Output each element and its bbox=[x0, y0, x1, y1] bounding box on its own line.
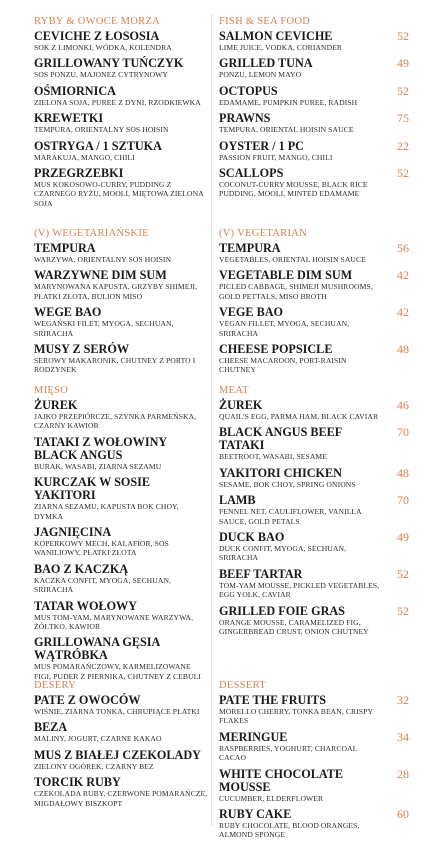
dish-name: YAKITORI CHICKEN bbox=[219, 465, 342, 480]
dish-name: MUSY Z SERÓW bbox=[34, 342, 130, 357]
dish-price: 75 bbox=[397, 111, 409, 126]
menu-item bbox=[34, 57, 208, 79]
menu-section bbox=[219, 385, 409, 641]
dish-name: GRILLOWANA GĘSIA WĄTRÓBKA bbox=[34, 635, 160, 663]
section-title: RYBY & OWOCE MORZA bbox=[34, 16, 161, 27]
menu-section bbox=[219, 16, 409, 204]
dish-description: QUAIL'S EGG, PARMA HAM, BLACK CAVIAR bbox=[219, 412, 379, 421]
dish-name: MERINGUE bbox=[219, 729, 288, 744]
menu-item bbox=[219, 343, 409, 375]
dish-name: OŚMIORNICA bbox=[34, 83, 116, 98]
dish-name: DUCK BAO bbox=[219, 530, 285, 545]
dish-description: TEMPURA, ORIENTALNY SOS HOISIN bbox=[34, 125, 169, 135]
dish-description: KACZKA CONFIT, MYOGA, SECHUAN, SRIRACHA bbox=[34, 575, 172, 595]
menu-item bbox=[34, 636, 208, 681]
dish-price: 49 bbox=[397, 56, 409, 71]
dish-price: 32 bbox=[397, 693, 409, 707]
dish-name: GRILLOWANY TUŃCZYK bbox=[34, 56, 184, 71]
menu-item bbox=[219, 731, 409, 763]
dish-price: 60 bbox=[397, 807, 409, 822]
dish-description: MALINY, JOGURT, CZARNE KAKAO bbox=[34, 734, 162, 744]
dish-description: SOS PONZU, MAJONEZ CYTRYNOWY bbox=[34, 70, 169, 80]
dish-price: 42 bbox=[397, 268, 409, 283]
dish-name: PRZEGRZEBKI bbox=[34, 166, 124, 181]
dish-description: WIŚNIE, ZIARNA TONKA, CHRUPIĄCE PŁATKI bbox=[34, 707, 200, 716]
dish-description: LIME JUICE, VODKA, CORIANDER bbox=[219, 43, 343, 52]
dish-description: WEGAŃSKI FILET, MYOGA, SECHUAN, SRIRACHA bbox=[34, 319, 174, 338]
menu-item bbox=[219, 808, 409, 840]
dish-name: LAMB bbox=[219, 493, 256, 508]
menu-item bbox=[34, 30, 208, 52]
dish-description: ZIELONY OGÓREK, CZARNY BEZ bbox=[34, 761, 154, 771]
dish-name: RUBY CAKE bbox=[219, 807, 292, 822]
menu-item bbox=[34, 776, 208, 808]
section-title: DESERY bbox=[34, 680, 77, 691]
menu-item bbox=[34, 436, 208, 471]
dish-description: PICLED CABBAGE, SHIMEJI MUSHROOMS, GOLD PETTALS, MISO BROTH bbox=[219, 282, 373, 301]
menu-item bbox=[34, 167, 208, 208]
dish-name: GRILLED TUNA bbox=[219, 56, 313, 71]
dish-price: 56 bbox=[397, 241, 409, 255]
menu-item bbox=[219, 57, 409, 79]
dish-name: KREWETKI bbox=[34, 111, 104, 126]
dish-description: FENNEL NET, CAULIFLOWER, VANILLA SAUCE, GOLD PETALS bbox=[219, 507, 362, 526]
dish-price: 52 bbox=[397, 603, 409, 618]
column-divider bbox=[211, 14, 212, 826]
menu-item bbox=[219, 30, 409, 52]
dish-price: 70 bbox=[397, 425, 409, 440]
dish-name: TATAR WOŁOWY bbox=[34, 598, 138, 613]
dish-price: 28 bbox=[397, 766, 409, 781]
dish-name: PATE Z OWOCÓW bbox=[34, 693, 141, 707]
dish-name: WARZYWNE DIM SUM bbox=[34, 268, 167, 283]
dish-price: 34 bbox=[397, 729, 409, 744]
dish-price: 70 bbox=[397, 493, 409, 508]
dish-description: PONZU, LEMON MAYO bbox=[219, 70, 302, 80]
dish-name: TEMPURA bbox=[219, 241, 281, 255]
dish-description: MARAKUJA, MANGO, CHILI bbox=[34, 152, 135, 162]
dish-description: SEROWY MAKARONIK, CHUTNEY Z PORTO I RODZYNEK bbox=[34, 356, 196, 375]
menu-item bbox=[219, 426, 409, 461]
menu-item bbox=[34, 269, 208, 301]
menu-item bbox=[34, 343, 208, 375]
menu-item bbox=[34, 721, 208, 743]
dish-description: CUCUMBER, ELDERFLOWER bbox=[219, 793, 324, 803]
menu-item bbox=[219, 269, 409, 301]
dish-price: 49 bbox=[397, 530, 409, 545]
dish-name: TEMPURA bbox=[34, 241, 96, 255]
menu-section bbox=[219, 228, 409, 380]
dish-name: PATE THE FRUITS bbox=[219, 693, 327, 707]
section-title: MEAT bbox=[219, 385, 249, 396]
menu-item bbox=[34, 140, 208, 162]
dish-description: TEMPURA, ORIENTAL HOISIN SAUCE bbox=[219, 125, 354, 135]
dish-name: BEZA bbox=[34, 720, 68, 735]
dish-description: MARYNOWANA KAPUSTA, GRZYBY SHIMEJI, PŁATKI ZŁOTA, BULION MISO bbox=[34, 282, 198, 301]
dish-description: CHEESE MACAROON, PORT-RAISIN CHUTNEY bbox=[219, 356, 347, 375]
section-title: (V) WEGETARIAŃSKIE bbox=[34, 228, 149, 239]
dish-name: VEGETABLE DIM SUM bbox=[219, 268, 353, 283]
dish-description: VEGAN FILLET, MYOGA, SECHUAN, SRIRACHA bbox=[219, 319, 350, 338]
dish-description: VEGETABLES, ORIENTAL HOISIN SAUCE bbox=[219, 255, 366, 264]
menu-item bbox=[219, 605, 409, 637]
menu-item bbox=[219, 694, 409, 726]
dish-description: COCONUT-CURRY MOUSSE, BLACK RICE PUDDING, MOOLI, MINTED EDAMAME bbox=[219, 180, 368, 199]
menu-item bbox=[34, 563, 208, 595]
dish-name: WHITE CHOCOLATE MOUSSE bbox=[219, 766, 344, 794]
dish-price: 52 bbox=[397, 29, 409, 43]
dish-description: RUBY CHOCOLATE, BLOOD ORANGES, ALMOND SPONGE bbox=[219, 821, 360, 840]
menu-section bbox=[34, 228, 208, 380]
dish-name: ŻUREK bbox=[219, 398, 263, 412]
section-title: FISH & SEA FOOD bbox=[219, 16, 311, 27]
menu-item bbox=[34, 306, 208, 338]
menu-item bbox=[219, 768, 409, 803]
menu-section bbox=[219, 680, 409, 845]
dish-price: 52 bbox=[397, 566, 409, 581]
dish-description: JAJKO PRZEPIÓRCZE, SZYNKA PARMEŃSKA, CZARNY KAWIOR bbox=[34, 412, 197, 431]
dish-description: RASPBERRIES, YOGHURT, CHARCOAL CACAO bbox=[219, 743, 358, 763]
menu-item bbox=[34, 399, 208, 431]
dish-price: 52 bbox=[397, 166, 409, 181]
dish-description: BEETROOT, WASABI, SESAME bbox=[219, 452, 328, 462]
dish-description: TOM-YAM MOUSSE, PICKLED VEGETABLES, EGG YOLK, CAVIAR bbox=[219, 580, 380, 600]
dish-description: WARZYWA, ORIENTALNY SOS HOISIN bbox=[34, 255, 172, 264]
dish-name: KURCZAK W SOSIE YAKITORI bbox=[34, 475, 151, 503]
dish-description: ZIELONA SOJA, PUREE Z DYNI, RZODKIEWKA bbox=[34, 97, 201, 107]
dish-price: 42 bbox=[397, 305, 409, 320]
menu-item bbox=[34, 476, 208, 521]
dish-description: SOK Z LIMONKI, WÓDKA, KOLENDRA bbox=[34, 43, 172, 52]
dish-name: BEEF TARTAR bbox=[219, 566, 303, 581]
dish-description: PASSION FRUIT, MANGO, CHILI bbox=[219, 152, 333, 162]
dish-name: BAO Z KACZKĄ bbox=[34, 561, 129, 576]
menu-item bbox=[34, 85, 208, 107]
dish-name: OYSTER / 1 PC bbox=[219, 138, 304, 153]
menu-item bbox=[34, 242, 208, 264]
dish-name: SCALLOPS bbox=[219, 166, 284, 181]
dish-description: BURAK, WASABI, ZIARNA SEZAMU bbox=[34, 461, 162, 471]
menu-item bbox=[34, 112, 208, 134]
dish-price: 52 bbox=[397, 83, 409, 98]
menu-section bbox=[34, 680, 208, 813]
dish-description: EDAMAME, PUMPKIN PUREE, RADISH bbox=[219, 97, 358, 107]
dish-description: CZEKOLADA RUBY, CZERWONE POMARAŃCZE, MIGDAŁOWY BISZKOPT bbox=[34, 789, 208, 808]
dish-description: ZIARNA SEZAMU, KAPUSTA BOK CHOY, DYMKA bbox=[34, 502, 179, 521]
menu-item bbox=[34, 749, 208, 771]
menu-item bbox=[219, 306, 409, 338]
dish-description: SESAME, BOK CHOY, SPRING ONIONS bbox=[219, 479, 356, 489]
dish-description: DUCK CONFIT, MYOGA, SECHUAN, SRIRACHA bbox=[219, 544, 347, 563]
dish-price: 22 bbox=[397, 138, 409, 153]
menu-item bbox=[34, 694, 208, 716]
dish-price: 48 bbox=[397, 465, 409, 480]
menu-section bbox=[34, 16, 208, 213]
dish-price: 48 bbox=[397, 342, 409, 357]
dish-name: TATAKI Z WOŁOWINY BLACK ANGUS bbox=[34, 434, 167, 462]
dish-name: VEGE BAO bbox=[219, 305, 283, 320]
dish-name: BLACK ANGUS BEEF TATAKI bbox=[219, 425, 342, 453]
menu-item bbox=[219, 568, 409, 600]
dish-name: GRILLED FOIE GRAS bbox=[219, 603, 345, 618]
dish-description: MUS KOKOSOWO-CURRY, PUDDING Z CZARNEGO RYŻU, MOOLI, MIĘTOWA ZIELONA SOJA bbox=[34, 180, 204, 208]
dish-description: ORANGE MOUSSE, CARAMELIZED FIG, GINGERBREAD CRUST, ONION CHUTNEY bbox=[219, 617, 369, 637]
menu-section bbox=[34, 385, 208, 686]
dish-name: ŻUREK bbox=[34, 398, 78, 412]
dish-name: PRAWNS bbox=[219, 111, 271, 126]
dish-description: KOPERKOWY MECH, KALAFIOR, SOS WANILIOWY, PŁATKI ZŁOTA bbox=[34, 539, 169, 558]
dish-description: MUS POMARAŃCZOWY, KARMELIZOWANE FIGI, PUDER Z PIERNIKA, CHUTNEY Z CEBULI bbox=[34, 662, 201, 681]
menu-item bbox=[219, 467, 409, 489]
menu-item bbox=[34, 526, 208, 558]
menu-item bbox=[219, 112, 409, 134]
menu-item bbox=[219, 85, 409, 107]
dish-description: MUS TOM-YAM, MARYNOWANE WARZYWA, ŻÓŁTKO, KAWIOR bbox=[34, 612, 194, 632]
dish-name: JAGNIĘCINA bbox=[34, 525, 112, 540]
section-title: DESSERT bbox=[219, 680, 266, 691]
dish-name: MUS Z BIAŁEJ CZEKOLADY bbox=[34, 747, 201, 762]
menu-item bbox=[219, 167, 409, 199]
dish-name: TORCIK RUBY bbox=[34, 775, 121, 790]
menu-item bbox=[34, 600, 208, 632]
menu-item bbox=[219, 399, 409, 421]
menu-item bbox=[219, 140, 409, 162]
dish-name: CEVICHE Z ŁOSOSIA bbox=[34, 29, 160, 43]
menu-item bbox=[219, 242, 409, 264]
dish-name: WEGE BAO bbox=[34, 305, 102, 320]
dish-name: CHEESE POPSICLE bbox=[219, 342, 333, 357]
dish-name: OCTOPUS bbox=[219, 83, 278, 98]
dish-name: SALMON CEVICHE bbox=[219, 29, 333, 43]
dish-price: 46 bbox=[397, 398, 409, 412]
dish-description: MORELLO CHERRY, TONKA BEAN, CRISPY FLAKES bbox=[219, 707, 373, 726]
menu-item bbox=[219, 531, 409, 563]
section-title: (V) VEGETARIAN bbox=[219, 228, 308, 239]
menu-item bbox=[219, 494, 409, 526]
section-title: MIĘSO bbox=[34, 385, 69, 396]
dish-name: OSTRYGA / 1 SZTUKA bbox=[34, 138, 162, 153]
